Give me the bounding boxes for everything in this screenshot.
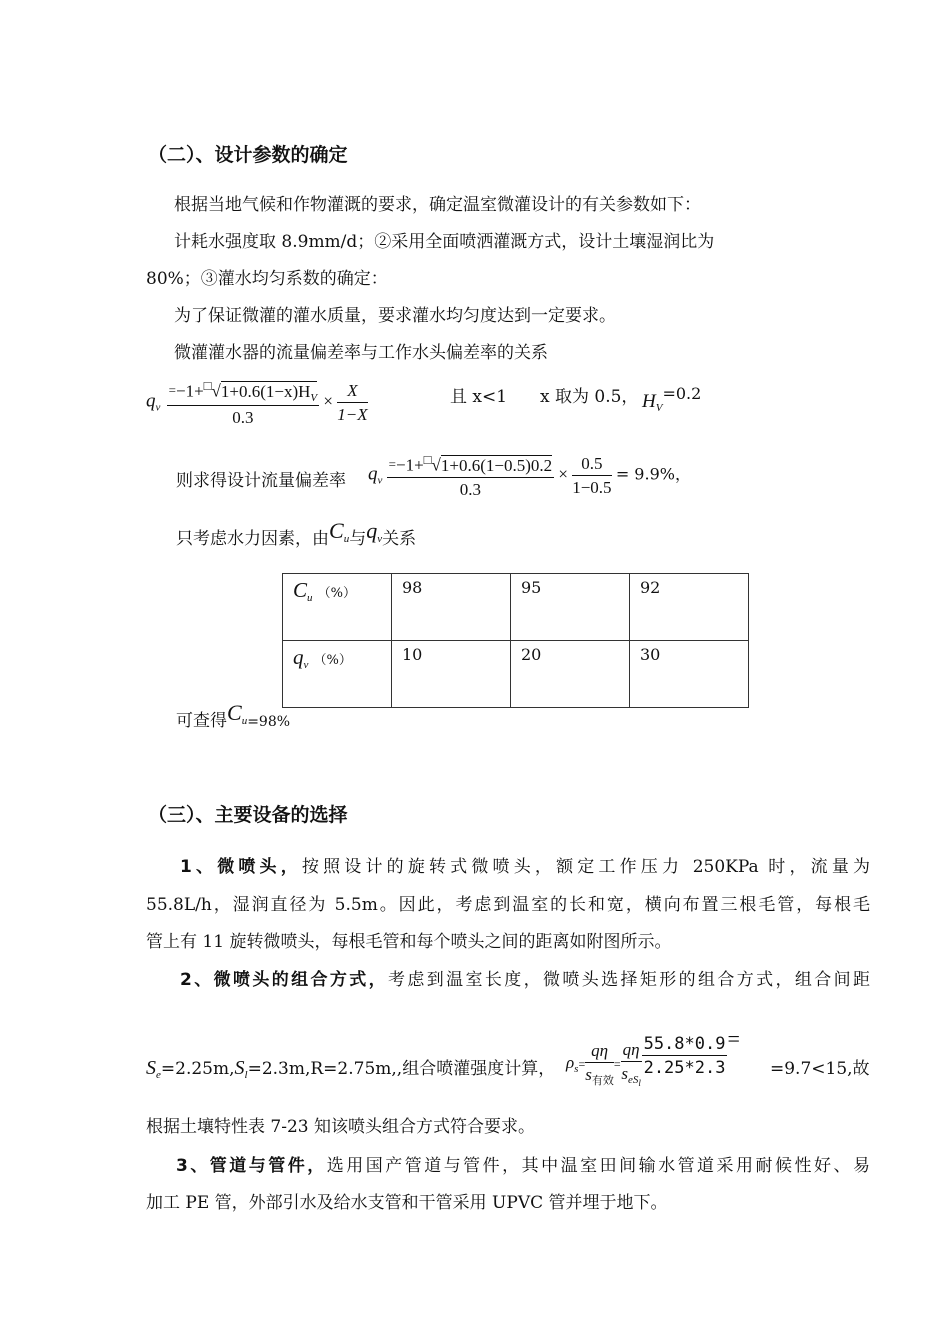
- formula2-result-value: = 9.9%，: [615, 464, 691, 484]
- paragraph-wetting-ratio: 80%；③灌水均匀系数的确定：: [146, 269, 388, 289]
- fraction-numerator: 0.5: [572, 454, 611, 476]
- condition-x-value: x 取为 0.5，: [540, 387, 639, 407]
- formula-lhs-sub: v: [155, 401, 161, 414]
- hv-value: [642, 384, 701, 414]
- p6-sym: C: [227, 700, 242, 725]
- p6-sub: u: [241, 715, 248, 727]
- table-cell: 92: [630, 574, 749, 641]
- formula-lhs: q: [146, 390, 156, 412]
- table-sym: C: [293, 578, 308, 602]
- item1-line1: [180, 852, 870, 877]
- paragraph-water-intensity: 计耗水强度取 8.9mm/d；②采用全面喷洒灌溉方式，设计土壤湿润比为: [174, 232, 715, 252]
- formula2-lhs-sub: v: [377, 474, 383, 487]
- paragraph-hydraulic: [176, 518, 416, 549]
- times-sign: ×: [323, 391, 333, 411]
- item1-line2: [146, 890, 870, 915]
- table-sym: q: [293, 645, 304, 669]
- item2-line3: 根据土壤特性表 7-23 知该喷头组合方式符合要求。: [146, 1117, 535, 1137]
- table-cell: 30: [630, 641, 749, 708]
- hv-symbol: H: [642, 391, 656, 412]
- item1-text-2: 55.8L/h，湿润直径为 5.5m。因此，考虑到温室的长和宽，横向布置三根毛管，每根毛: [146, 895, 870, 915]
- item1-text: 按照设计的旋转式微喷头，额定工作压力 250KPa 时，流量为: [301, 857, 870, 877]
- sl-sub: l: [244, 1069, 248, 1081]
- formula2-lhs: q: [368, 463, 378, 485]
- table-header-cell: [283, 574, 392, 641]
- p6-val: =98%: [247, 714, 291, 730]
- root2-index: □: [423, 452, 432, 467]
- frac2-den: s: [621, 1064, 628, 1083]
- table-cell: 98: [392, 574, 511, 641]
- formula-num-prefix: −1+: [175, 381, 204, 401]
- table-sub: v: [303, 659, 309, 671]
- table-sub: u: [307, 592, 313, 604]
- cu-qv-table: [282, 573, 749, 708]
- item3-line2: 加工 PE 管，外部引水及给水支管和干管采用 UPVC 管并埋于地下。: [146, 1193, 668, 1213]
- rho-sub: s: [574, 1062, 579, 1075]
- frac1-den: s: [585, 1064, 592, 1084]
- section-heading-design-params: （二）、设计参数的确定: [148, 144, 348, 166]
- frac1-den-sub: 有效: [591, 1074, 614, 1087]
- paragraph-relation: 微灌灌水器的流量偏差率与工作水头偏差率的关系: [174, 343, 548, 363]
- rho-symbol: ρ: [566, 1052, 575, 1072]
- p5-prefix: 只考虑水力因素，由: [176, 529, 329, 549]
- item2-title: 2、微喷头的组合方式，: [180, 970, 388, 990]
- p5-mid: 与: [349, 529, 367, 549]
- frac3-num: 55.8*0.9: [643, 1034, 726, 1054]
- item3-text: 选用国产管道与管件，其中温室田间输水管道采用耐候性好、易: [326, 1156, 870, 1176]
- qv-symbol: q: [366, 518, 378, 543]
- paragraph-lookup-result: [176, 700, 290, 731]
- formula-radicand-sub: V: [310, 391, 318, 404]
- table-cell: 95: [511, 574, 630, 641]
- item3-line1: [176, 1151, 870, 1176]
- formula-result-prefix: 则求得设计流量偏差率: [176, 471, 346, 491]
- table-cell: 20: [511, 641, 630, 708]
- item3-title: 3、管道与管件，: [176, 1156, 327, 1176]
- se-symbol: S: [146, 1057, 156, 1079]
- formula-denominator: 0.3: [232, 407, 254, 427]
- root-index: □: [203, 378, 212, 393]
- frac2-den-sub: eS: [627, 1074, 639, 1086]
- formula2-denominator: 0.3: [459, 479, 481, 499]
- table-unit: （%）: [313, 653, 352, 668]
- qv-sub: v: [377, 533, 383, 545]
- hv-sub: V: [655, 402, 663, 414]
- cu-symbol: C: [329, 518, 344, 543]
- table-row: [283, 641, 749, 708]
- frac3-den: 2.25*2.3: [643, 1058, 726, 1078]
- hv-val: =0.2: [662, 384, 702, 403]
- se-sub: e: [156, 1069, 161, 1081]
- formula2-eq: =: [388, 456, 396, 472]
- p6-prefix: 可查得: [176, 711, 227, 731]
- formula-spray-intensity: $\rho_{s=}$ $\frac{q\eta}{s_{有效}}$ $_=$ $\frac{q\eta}{s_{eSl}}$ $\frac{55.8*0.9}{2.25*2.3}$ =: [566, 1025, 740, 1088]
- formula-spray-result: =9.7<15,故: [770, 1059, 870, 1079]
- sl-value: =2.3m,R=2.75m,,组合喷灌强度计算，: [247, 1059, 556, 1079]
- frac1-num: qη: [585, 1041, 614, 1063]
- x-numerator: X: [337, 381, 367, 403]
- table-unit: （%）: [317, 586, 356, 601]
- formula-flow-deviation: $q_v$ $\frac{=-1+^□√1+0.6(1-x)H_V}{0.3}$ × $\frac{X}{1-X}$: [146, 378, 368, 427]
- item2-line1: [180, 965, 870, 990]
- formula2-num-prefix: −1+: [395, 455, 424, 475]
- item2-text: 考虑到温室长度，微喷头选择矩形的组合方式，组合间距: [387, 970, 870, 990]
- frac2-den-sub2: l: [638, 1078, 641, 1088]
- table-cell: 10: [392, 641, 511, 708]
- condition-x-less-than-one: 且 x<1: [450, 387, 508, 407]
- item1-line3: 管上有 11 旋转微喷头，每根毛管和每个喷头之间的距离如附图所示。: [146, 932, 672, 952]
- item1-title: 1、微喷头，: [180, 857, 302, 877]
- table-row: [283, 574, 749, 641]
- times-sign-2: ×: [558, 464, 568, 484]
- x-denominator: 1−X: [337, 404, 368, 424]
- table-header-cell: [283, 641, 392, 708]
- fraction-denominator: 1−0.5: [572, 477, 612, 497]
- formula-result: $q_v$ $\frac{=-1+^□√1+0.6(1-0.5)0.2}{0.3}$ × $\frac{0.5}{1-0.5}$ = 9.9%，: [368, 452, 691, 499]
- formula2-radicand: 1+0.6(1−0.5)0.2: [440, 455, 553, 475]
- sl-symbol: S: [234, 1057, 245, 1079]
- p5-suffix: 关系: [382, 529, 417, 549]
- se-value: =2.25m,: [160, 1059, 235, 1079]
- cu-sub: u: [343, 533, 350, 545]
- formula-radicand: 1+0.6(1−x)H: [220, 381, 311, 401]
- formula-eq: =: [168, 382, 176, 398]
- paragraph-quality: 为了保证微灌的灌水质量，要求灌水均匀度达到一定要求。: [174, 306, 616, 326]
- item2-spacing-values: [146, 1054, 555, 1081]
- frac2-num: qη: [621, 1040, 642, 1062]
- paragraph-intro: 根据当地气候和作物灌溉的要求，确定温室微灌设计的有关参数如下：: [174, 195, 701, 215]
- section-heading-equipment: （三）、主要设备的选择: [148, 804, 348, 826]
